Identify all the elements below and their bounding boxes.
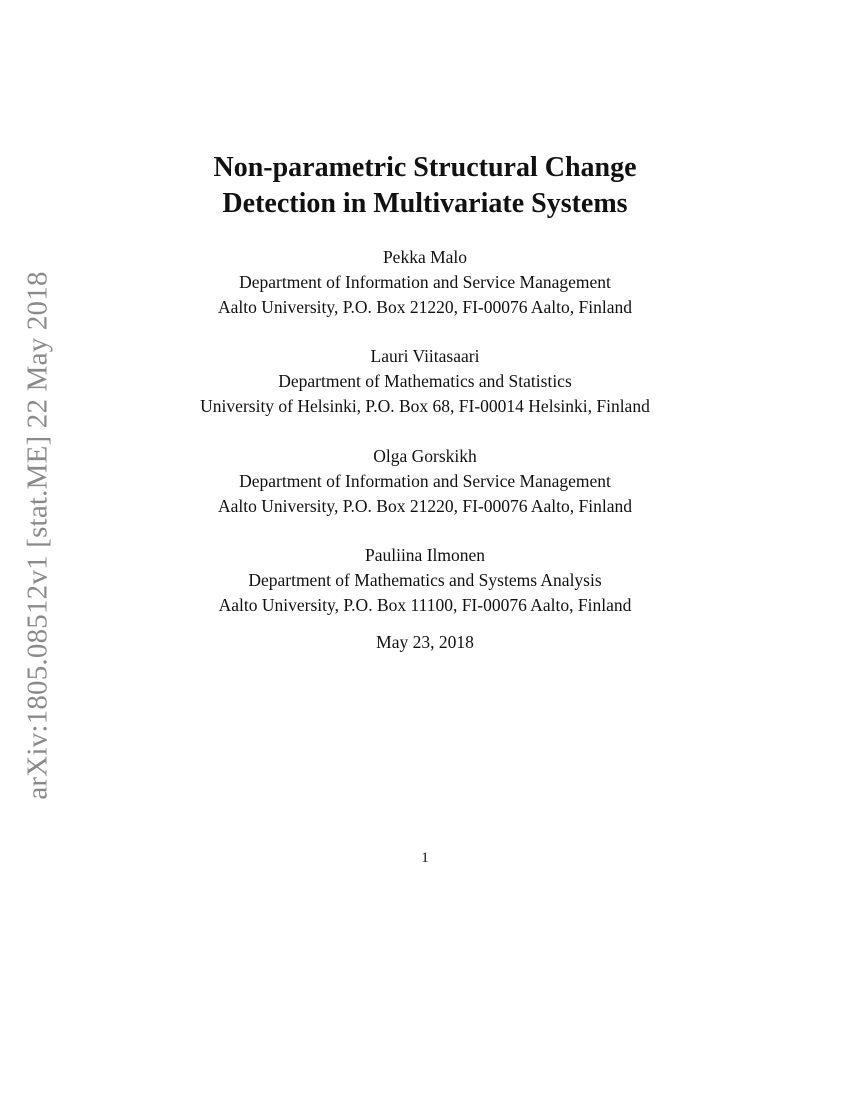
author-name: Pekka Malo xyxy=(382,247,468,267)
title-line-1: Non-parametric Structural Change xyxy=(213,152,637,183)
author-block-1 xyxy=(0,245,850,320)
author-department: Department of Mathematics and Systems Analysis xyxy=(248,570,602,590)
author-address: Aalto University, P.O. Box 11100, FI-00076 Aalto, Finland xyxy=(218,595,632,615)
author-block-2 xyxy=(0,344,850,419)
author-address: Aalto University, P.O. Box 21220, FI-00076 Aalto, Finland xyxy=(217,297,632,317)
author-name: Lauri Viitasaari xyxy=(370,346,480,366)
paper-title xyxy=(0,150,850,222)
author-department: Department of Information and Service Management xyxy=(239,272,611,292)
arxiv-identifier-text: arXiv:1805.08512v1 [stat.ME] 22 May 2018 xyxy=(21,270,54,800)
author-block-3 xyxy=(0,444,850,519)
author-address: Aalto University, P.O. Box 21220, FI-00076 Aalto, Finland xyxy=(217,496,632,516)
author-name: Pauliina Ilmonen xyxy=(364,545,486,565)
author-department: Department of Information and Service Management xyxy=(239,471,611,491)
author-name: Olga Gorskikh xyxy=(373,446,477,466)
page-number: 1 xyxy=(421,850,429,866)
publication-date: May 23, 2018 xyxy=(376,632,474,652)
author-address: University of Helsinki, P.O. Box 68, FI-00014 Helsinki, Finland xyxy=(200,396,650,416)
author-department: Department of Mathematics and Statistics xyxy=(278,371,572,391)
title-line-2: Detection in Multivariate Systems xyxy=(222,188,628,219)
author-block-4 xyxy=(0,543,850,618)
